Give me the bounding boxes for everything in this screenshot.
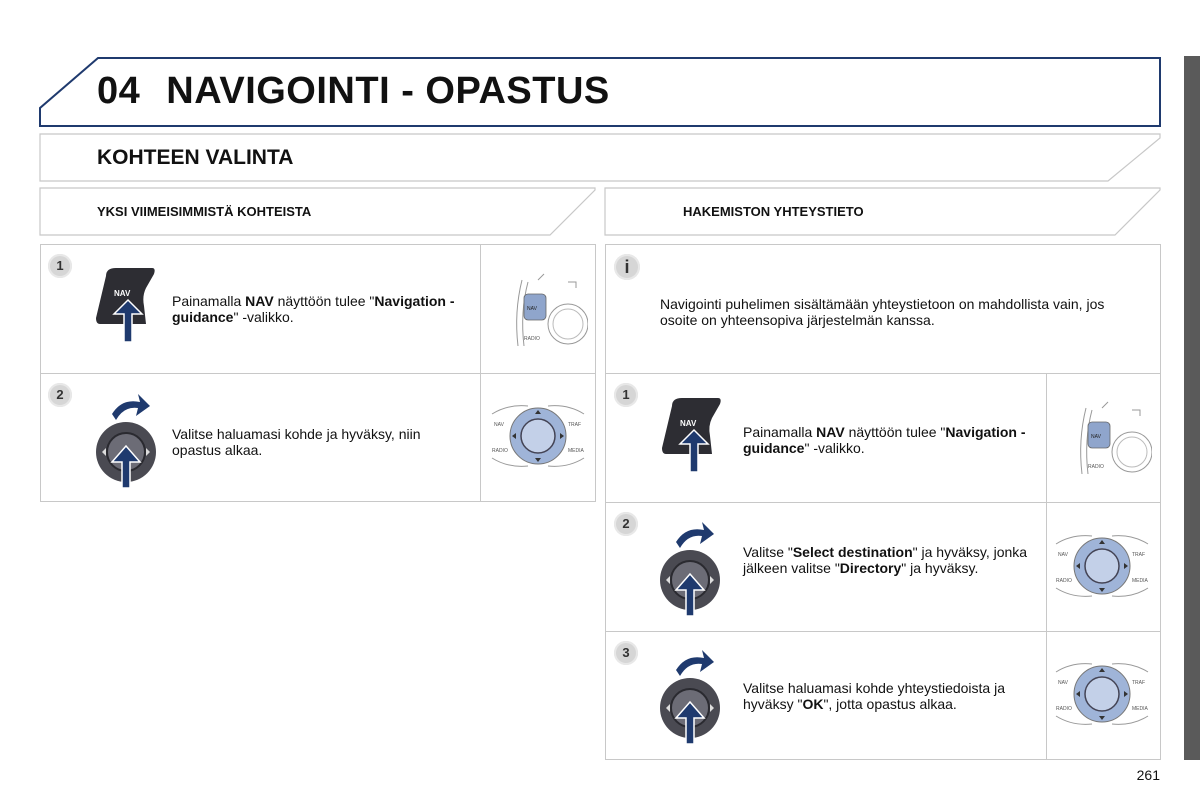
console-knob-illustration xyxy=(1052,530,1152,602)
console-knob-illustration xyxy=(488,400,588,472)
right-heading: HAKEMISTON YHTEYSTIETO xyxy=(683,204,864,219)
info-icon: i xyxy=(614,254,640,280)
svg-text:RADIO: RADIO xyxy=(524,336,540,342)
console-nav-illustration xyxy=(1074,400,1152,476)
step-number: 2 xyxy=(48,383,72,407)
step-number: 1 xyxy=(48,254,72,278)
svg-text:TRAF: TRAF xyxy=(568,422,582,428)
svg-text:MEDIA: MEDIA xyxy=(1132,706,1148,712)
left-heading: YKSI VIIMEISIMMISTÄ KOHTEISTA xyxy=(97,204,312,219)
chapter-title: NAVIGOINTI - OPASTUS xyxy=(166,70,610,112)
svg-text:MEDIA: MEDIA xyxy=(1132,578,1148,584)
rotary-knob-icon xyxy=(656,646,726,746)
step-text: Valitse haluamasi kohde yhteystiedoista ja hyväksy "OK", jotta opastus alkaa. xyxy=(743,680,1006,712)
console-nav-illustration xyxy=(510,272,588,348)
section-title: KOHTEEN VALINTA xyxy=(97,146,294,169)
step-number: 1 xyxy=(614,383,638,407)
chapter-side-tab xyxy=(1184,56,1200,760)
svg-text:RADIO: RADIO xyxy=(492,448,508,454)
row-divider xyxy=(40,373,596,374)
column-divider xyxy=(480,244,481,502)
step-text: Painamalla NAV näyttöön tulee "Navigation - guidance" -valikko. xyxy=(743,424,1026,456)
svg-text:RADIO: RADIO xyxy=(1056,706,1072,712)
svg-text:NAV: NAV xyxy=(680,419,697,428)
console-knob-illustration xyxy=(1052,658,1152,730)
step-text: Valitse "Select destination" ja hyväksy, jonka jälkeen valitse "Directory" ja hyväksy. xyxy=(743,544,1028,576)
chapter-number: 04 xyxy=(97,70,141,112)
page-number: 261 xyxy=(1136,767,1160,783)
row-divider xyxy=(605,502,1161,503)
info-text: Navigointi puhelimen sisältämään yhteystietoon on mahdollista vain, jos osoite on yhteensopiva järjestelmän kanssa. xyxy=(660,296,1105,328)
column-divider xyxy=(1046,373,1047,760)
svg-text:RADIO: RADIO xyxy=(1088,464,1104,470)
rotary-knob-icon xyxy=(656,518,726,618)
step-number: 2 xyxy=(614,512,638,536)
nav-button-icon xyxy=(660,396,724,474)
svg-text:NAV: NAV xyxy=(527,306,537,312)
svg-text:TRAF: TRAF xyxy=(1132,680,1146,686)
step-number: 3 xyxy=(614,641,638,665)
svg-text:NAV: NAV xyxy=(494,422,504,428)
row-divider xyxy=(605,631,1161,632)
svg-text:NAV: NAV xyxy=(1058,552,1068,558)
nav-button-icon xyxy=(94,266,158,344)
rotary-knob-icon xyxy=(92,390,162,490)
svg-text:RADIO: RADIO xyxy=(1056,578,1072,584)
page-title xyxy=(97,70,610,113)
svg-text:TRAF: TRAF xyxy=(1132,552,1146,558)
nav-key-label: NAV xyxy=(114,289,131,298)
step-text: Painamalla NAV näyttöön tulee "Navigation - guidance" -valikko. xyxy=(172,293,455,325)
svg-text:MEDIA: MEDIA xyxy=(568,448,584,454)
step-text: Valitse haluamasi kohde ja hyväksy, niin opastus alkaa. xyxy=(172,426,421,458)
svg-text:NAV: NAV xyxy=(1091,434,1101,440)
svg-text:NAV: NAV xyxy=(1058,680,1068,686)
